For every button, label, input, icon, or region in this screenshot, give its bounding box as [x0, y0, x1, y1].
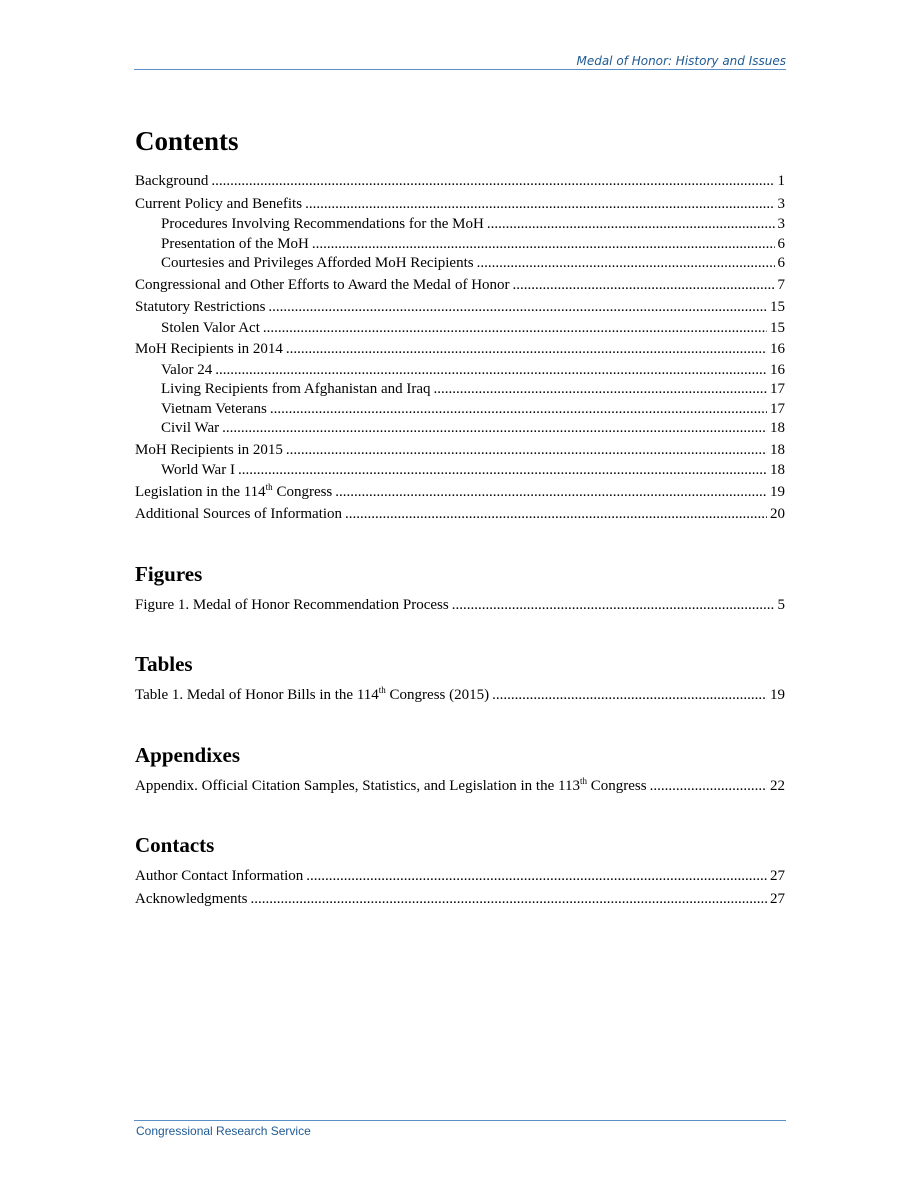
- toc-entry-page: 22: [770, 777, 785, 794]
- toc-entry-page: 5: [777, 596, 785, 613]
- toc-entry-background[interactable]: [135, 170, 785, 193]
- toc-entry-page: 3: [777, 195, 785, 212]
- toc-entry-label: MoH Recipients in 2015: [135, 441, 283, 458]
- toc-entry-current-policy[interactable]: [135, 193, 785, 216]
- toc-entry-page: 1: [777, 173, 785, 189]
- toc-entry-recipients-2015[interactable]: [135, 439, 785, 462]
- toc-entry-label: Valor 24: [161, 361, 213, 378]
- running-header: Medal of Honor: History and Issues: [576, 54, 786, 68]
- toc-entry-procedures[interactable]: [135, 215, 785, 235]
- toc-entry-stolen-valor[interactable]: [135, 319, 785, 339]
- toc-entry-statutory-restrictions[interactable]: [135, 296, 785, 319]
- toc-entry-label: Civil War: [161, 420, 220, 436]
- toc-entry-label: Table 1. Medal of Honor Bills in the 114th Congress (2015): [135, 685, 490, 703]
- dot-leader: [345, 503, 767, 526]
- toc-entry-table-1[interactable]: [135, 684, 785, 707]
- toc-entry-label: World War I: [161, 462, 235, 478]
- toc-entry-additional-sources[interactable]: [135, 503, 785, 526]
- dot-leader: [477, 254, 775, 274]
- dot-leader: [263, 319, 767, 339]
- toc-entry-label: Current Policy and Benefits: [135, 195, 303, 212]
- toc-entry-label: Stolen Valor Act: [161, 319, 260, 336]
- dot-leader: [215, 361, 767, 381]
- toc-entry-page: 27: [770, 890, 785, 907]
- toc-entry-label: Courtesies and Privileges Afforded MoH Recipients: [161, 255, 474, 271]
- dot-leader: [452, 594, 775, 617]
- toc-entry-page: 27: [770, 868, 785, 884]
- toc-entry-label: Living Recipients from Afghanistan and Iraq: [161, 381, 431, 397]
- appendixes-section: [135, 743, 785, 798]
- toc-entry-page: 7: [777, 276, 785, 293]
- table-of-contents: [135, 126, 785, 910]
- footer-rule: [134, 1120, 786, 1121]
- toc-entry-legislation-114th[interactable]: [135, 481, 785, 504]
- toc-entry-appendix[interactable]: [135, 775, 785, 798]
- toc-entry-page: 3: [777, 216, 785, 232]
- dot-leader: [306, 865, 767, 888]
- dot-leader: [250, 888, 767, 911]
- toc-entry-page: 16: [770, 341, 785, 357]
- toc-entry-page: 15: [770, 299, 785, 315]
- toc-entry-page: 6: [777, 255, 785, 271]
- contents-title: Contents: [135, 126, 239, 156]
- contacts-title: Contacts: [135, 833, 215, 857]
- dot-leader: [434, 380, 767, 400]
- toc-entry-label: Congressional and Other Efforts to Award the Medal of Honor: [135, 276, 510, 293]
- toc-entry-author-contact[interactable]: [135, 865, 785, 888]
- toc-entry-page: 16: [770, 361, 785, 378]
- dot-leader: [270, 400, 767, 420]
- toc-entry-label: Appendix. Official Citation Samples, Statistics, and Legislation in the 113th Congress: [135, 775, 647, 794]
- toc-entry-figure-1[interactable]: [135, 594, 785, 617]
- toc-entry-page: 18: [770, 462, 785, 478]
- toc-entry-label: Figure 1. Medal of Honor Recommendation Process: [135, 596, 449, 613]
- toc-entry-label: Author Contact Information: [135, 868, 304, 884]
- footer-organization: Congressional Research Service: [136, 1124, 311, 1138]
- dot-leader: [650, 775, 767, 798]
- dot-leader: [312, 235, 775, 255]
- toc-entry-page: 15: [770, 319, 785, 336]
- dot-leader: [492, 684, 767, 707]
- toc-entry-label: Procedures Involving Recommendations for the MoH: [161, 216, 484, 232]
- dot-leader: [513, 274, 775, 297]
- toc-entry-page: 17: [770, 400, 785, 417]
- toc-entry-page: 17: [770, 381, 785, 397]
- toc-entry-label: Vietnam Veterans: [161, 400, 267, 417]
- dot-leader: [222, 419, 767, 439]
- toc-entry-page: 18: [770, 441, 785, 458]
- toc-entry-label: Acknowledgments: [135, 890, 248, 907]
- contacts-section: [135, 833, 785, 910]
- contents-list: [135, 170, 785, 526]
- toc-entry-page: 20: [770, 506, 785, 522]
- toc-entry-label: Additional Sources of Information: [135, 506, 343, 522]
- toc-entry-valor-24[interactable]: [135, 361, 785, 381]
- dot-leader: [487, 215, 775, 235]
- dot-leader: [286, 338, 767, 361]
- appendixes-title: Appendixes: [135, 742, 241, 767]
- toc-entry-page: 6: [777, 235, 785, 252]
- figures-section: [135, 562, 785, 617]
- toc-entry-label: Legislation in the 114th Congress: [135, 481, 333, 500]
- dot-leader: [286, 439, 767, 462]
- toc-entry-recipients-2014[interactable]: [135, 338, 785, 361]
- toc-entry-label: MoH Recipients in 2014: [135, 341, 283, 357]
- toc-entry-page: 18: [770, 420, 785, 436]
- dot-leader: [238, 461, 767, 481]
- toc-entry-civil-war[interactable]: [135, 419, 785, 439]
- toc-entry-world-war-i[interactable]: [135, 461, 785, 481]
- toc-entry-vietnam-veterans[interactable]: [135, 400, 785, 420]
- dot-leader: [268, 296, 767, 319]
- tables-title: Tables: [135, 652, 193, 676]
- dot-leader: [305, 193, 774, 216]
- toc-entry-living-recipients[interactable]: [135, 380, 785, 400]
- toc-entry-acknowledgments[interactable]: [135, 888, 785, 911]
- toc-entry-label: Presentation of the MoH: [161, 235, 309, 252]
- toc-entry-page: 19: [770, 483, 785, 500]
- toc-entry-label: Background: [135, 173, 209, 189]
- header-rule: [134, 69, 786, 70]
- toc-entry-page: 19: [770, 687, 785, 703]
- toc-entry-courtesies[interactable]: [135, 254, 785, 274]
- tables-section: [135, 652, 785, 707]
- figures-title: Figures: [135, 561, 203, 586]
- dot-leader: [211, 170, 774, 193]
- dot-leader: [335, 481, 767, 504]
- toc-entry-presentation[interactable]: [135, 235, 785, 255]
- toc-entry-congressional-efforts[interactable]: [135, 274, 785, 297]
- toc-entry-label: Statutory Restrictions: [135, 299, 266, 315]
